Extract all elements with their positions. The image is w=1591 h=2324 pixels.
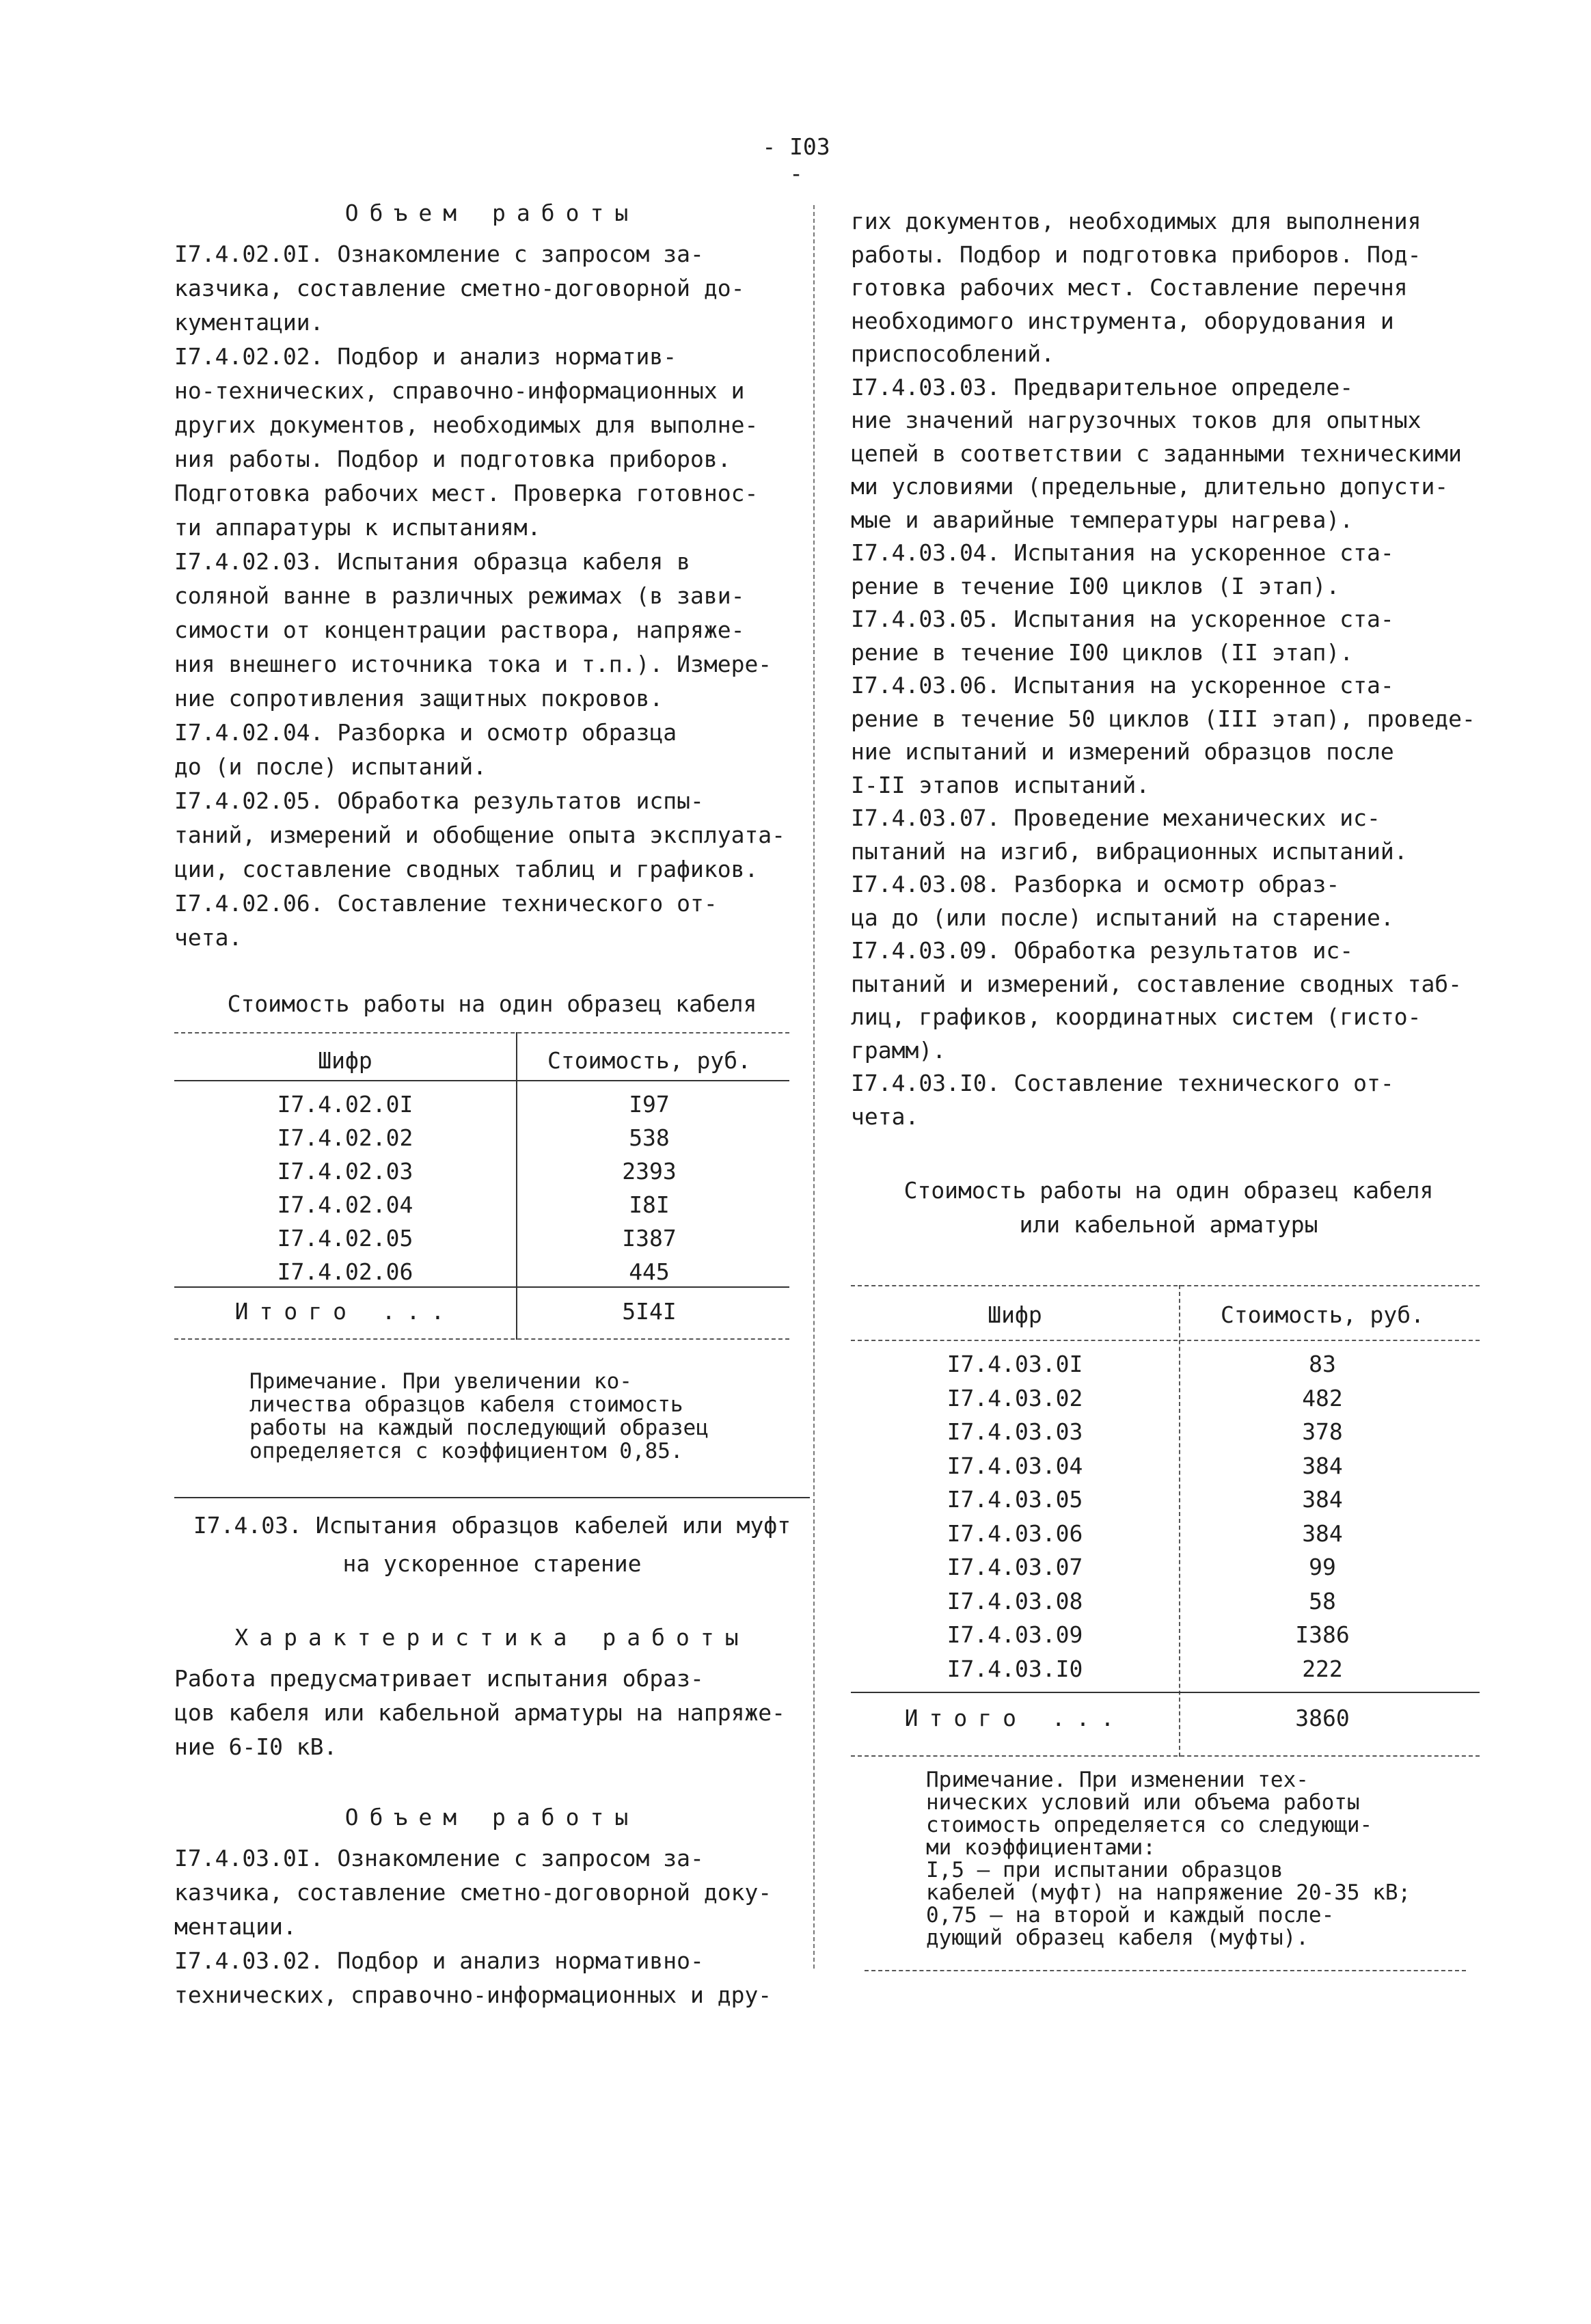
text-line: рение в течение I00 циклов (II этап). xyxy=(851,638,1354,666)
text-line: ния работы. Подбор и подготовка приборов. xyxy=(174,446,731,472)
total-value: 5I4I xyxy=(622,1298,677,1325)
text-line: цепей в соответствии с заданными техническими xyxy=(851,440,1463,467)
text-line: ния внешнего источника тока и т.п.). Измере- xyxy=(174,651,772,677)
cell-code: I7.4.02.03 xyxy=(277,1158,413,1185)
cell-cost: I386 xyxy=(1295,1621,1350,1648)
text-line: пытаний и измерений, составление сводных таб- xyxy=(851,970,1463,997)
text-line: рение в течение I00 циклов (I этап). xyxy=(851,572,1340,599)
total-label: Итого ... xyxy=(904,1705,1126,1731)
cell-cost: 384 xyxy=(1302,1452,1343,1479)
text-line: ти аппаратуры к испытаниям. xyxy=(174,514,541,541)
text-line: работы. Подбор и подготовка приборов. Под- xyxy=(851,241,1422,268)
text-line: рение в течение 50 циклов (III этап), проведе- xyxy=(851,705,1476,732)
cell-code: I7.4.02.04 xyxy=(277,1191,413,1218)
cell-cost: 378 xyxy=(1302,1418,1343,1445)
header-cost: Стоимость, руб. xyxy=(1220,1301,1424,1328)
text-line: ние испытаний и измерений образцов после xyxy=(851,738,1394,765)
cell-code: I7.4.03.I0 xyxy=(947,1655,1083,1682)
table-rule xyxy=(851,1285,1480,1286)
text-line: I7.4.03.08. Разборка и осмотр образ- xyxy=(851,871,1340,897)
text-line: I7.4.03. Испытания образцов кабелей или муфт xyxy=(193,1512,791,1539)
text-line: I7.4.03.02. Подбор и анализ нормативно- xyxy=(174,1947,704,1974)
text-line: нических условий или объема работы xyxy=(926,1790,1360,1815)
text-line: других документов, необходимых для выполне- xyxy=(174,411,759,438)
cell-code: I7.4.02.06 xyxy=(277,1258,413,1285)
cell-code: I7.4.03.05 xyxy=(947,1486,1083,1513)
text-line: I7.4.03.03. Предварительное определе- xyxy=(851,373,1354,401)
text-line: но-технических, справочно-информационных и xyxy=(174,377,745,404)
text-line: на ускоренное старение xyxy=(342,1550,642,1577)
text-line: I7.4.03.04. Испытания на ускоренное ста- xyxy=(851,539,1394,566)
text-line: I7.4.03.I0. Составление технического от- xyxy=(851,1070,1394,1096)
cell-code: I7.4.02.02 xyxy=(277,1124,413,1151)
cell-cost: 445 xyxy=(629,1258,670,1285)
text-line: гих документов, необходимых для выполнения xyxy=(851,208,1422,234)
text-line: готовка рабочих мест. Составление перечня xyxy=(851,274,1408,301)
text-line: I,5 – при испытании образцов xyxy=(926,1858,1283,1882)
text-line: грамм). xyxy=(851,1036,947,1064)
cell-cost: 99 xyxy=(1309,1554,1336,1580)
text-line: лиц, графиков, координатных систем (гисто- xyxy=(851,1003,1422,1030)
text-line: до (и после) испытаний. xyxy=(174,753,487,780)
cell-cost: 384 xyxy=(1302,1519,1343,1547)
text-line: I7.4.03.09. Обработка результатов ис- xyxy=(851,937,1354,964)
cell-code: I7.4.02.05 xyxy=(277,1225,413,1252)
note-rule xyxy=(174,1497,810,1498)
table-rule xyxy=(851,1692,1480,1693)
table-rule xyxy=(174,1032,789,1033)
cell-code: I7.4.03.0I xyxy=(947,1351,1083,1377)
text-line: стоимость определяется со следующи- xyxy=(926,1813,1373,1837)
cell-code: I7.4.03.06 xyxy=(947,1519,1083,1547)
cell-cost: 2393 xyxy=(622,1158,677,1185)
text-line: мые и аварийные температуры нагрева). xyxy=(851,506,1354,533)
cell-cost: 83 xyxy=(1309,1351,1336,1377)
text-line: I7.4.02.06. Составление технического от- xyxy=(174,890,718,917)
text-line: ние значений нагрузочных токов для опытных xyxy=(851,407,1422,433)
text-line: I7.4.02.05. Обработка результатов испы- xyxy=(174,787,704,814)
cell-cost: I387 xyxy=(622,1225,677,1252)
cell-cost: I97 xyxy=(629,1091,670,1118)
text-line: кабелей (муфт) на напряжение 20-35 кВ; xyxy=(926,1880,1411,1905)
page-number: - I03 - xyxy=(762,133,830,187)
text-line: ми коэффициентами: xyxy=(926,1835,1156,1860)
text-line: дующий образец кабеля (муфты). xyxy=(926,1926,1309,1950)
text-line: пытаний на изгиб, вибрационных испытаний. xyxy=(851,837,1408,865)
table-rule xyxy=(851,1340,1480,1341)
cell-code: I7.4.03.09 xyxy=(947,1621,1083,1648)
text-line: ми условиями (предельные, длительно допусти- xyxy=(851,473,1449,500)
cell-code: I7.4.03.07 xyxy=(947,1554,1083,1580)
text-line: ние 6-I0 кВ. xyxy=(174,1733,338,1760)
cell-cost: 538 xyxy=(629,1124,670,1151)
cell-cost: 222 xyxy=(1302,1655,1343,1682)
text-line: цов кабеля или кабельной арматуры на напряже- xyxy=(174,1699,786,1726)
scope-heading: Объем работы xyxy=(344,200,640,226)
text-line: I7.4.02.03. Испытания образца кабеля в xyxy=(174,548,690,575)
text-line: Работа предусматривает испытания образ- xyxy=(174,1665,704,1692)
text-line: ца до (или после) испытаний на старение. xyxy=(851,904,1394,931)
note-rule xyxy=(865,1970,1466,1971)
text-line: таний, измерений и обобщение опыта эксплуата- xyxy=(174,822,786,848)
text-line: I7.4.03.06. Испытания на ускоренное ста- xyxy=(851,672,1394,699)
cell-cost: 58 xyxy=(1309,1587,1336,1614)
text-line: чета. xyxy=(851,1103,919,1130)
header-cost: Стоимость, руб. xyxy=(547,1047,751,1074)
text-line: казчика, составление сметно-договорной до- xyxy=(174,275,745,301)
text-line: I7.4.02.04. Разборка и осмотр образца xyxy=(174,719,677,746)
cell-code: I7.4.03.08 xyxy=(947,1587,1083,1614)
text-line: казчика, составление сметно-договорной доку- xyxy=(174,1879,772,1906)
text-line: ние сопротивления защитных покровов. xyxy=(174,685,664,712)
text-line: определяется с коэффициентом 0,85. xyxy=(249,1439,683,1463)
text-line: I-II этапов испытаний. xyxy=(851,771,1150,798)
text-line: технических, справочно-информационных и дру- xyxy=(174,1982,772,2008)
text-line: I7.4.03.07. Проведение механических ис- xyxy=(851,805,1381,831)
text-line: ции, составление сводных таблиц и графиков. xyxy=(174,856,759,882)
header-code: Шифр xyxy=(318,1047,372,1074)
scope-heading-2: Объем работы xyxy=(344,1804,640,1830)
cell-code: I7.4.03.03 xyxy=(947,1418,1083,1445)
text-line: I7.4.02.0I. Ознакомление с запросом за- xyxy=(174,241,704,267)
cell-code: I7.4.03.02 xyxy=(947,1384,1083,1411)
text-line: I7.4.03.05. Испытания на ускоренное ста- xyxy=(851,606,1394,632)
text-line: личества образцов кабеля стоимость xyxy=(249,1392,683,1417)
table-title: Стоимость работы на один образец кабеля xyxy=(227,990,757,1017)
text-line: кументации. xyxy=(174,309,324,336)
table-rule xyxy=(174,1286,789,1288)
header-code: Шифр xyxy=(988,1301,1042,1328)
total-value: 3860 xyxy=(1295,1705,1350,1731)
text-line: I7.4.02.02. Подбор и анализ норматив- xyxy=(174,343,677,370)
cell-cost: 384 xyxy=(1302,1486,1343,1513)
total-label: Итого ... xyxy=(234,1298,456,1325)
text-line: 0,75 – на второй и каждый после- xyxy=(926,1903,1335,1928)
text-line: Примечание. При изменении тех- xyxy=(926,1768,1309,1792)
cell-cost: 482 xyxy=(1302,1384,1343,1411)
text-line: Примечание. При увеличении ко- xyxy=(249,1369,632,1394)
cell-code: I7.4.03.04 xyxy=(947,1452,1083,1479)
text-line: приспособлений. xyxy=(851,340,1055,367)
text-line: Стоимость работы на один образец кабеля xyxy=(903,1177,1434,1204)
text-line: или кабельной арматуры xyxy=(1019,1211,1318,1238)
text-line: работы на каждый последующий образец xyxy=(249,1416,709,1440)
table-rule xyxy=(174,1338,789,1340)
text-line: Подготовка рабочих мест. Проверка готовнос- xyxy=(174,480,759,506)
text-line: ментации. xyxy=(174,1913,297,1940)
table-rule xyxy=(851,1755,1480,1757)
cell-code: I7.4.02.0I xyxy=(277,1091,413,1118)
cell-cost: I8I xyxy=(629,1191,670,1218)
text-line: I7.4.03.0I. Ознакомление с запросом за- xyxy=(174,1845,704,1872)
text-line: необходимого инструмента, оборудования и xyxy=(851,307,1394,334)
text-line: симости от концентрации раствора, напряже- xyxy=(174,617,745,643)
characteristic-heading: Характеристика работы xyxy=(234,1624,750,1651)
column-divider xyxy=(813,205,815,1969)
text-line: чета. xyxy=(174,924,243,951)
text-line: соляной ванне в различных режимах (в зави- xyxy=(174,582,745,609)
table-rule xyxy=(174,1080,789,1081)
